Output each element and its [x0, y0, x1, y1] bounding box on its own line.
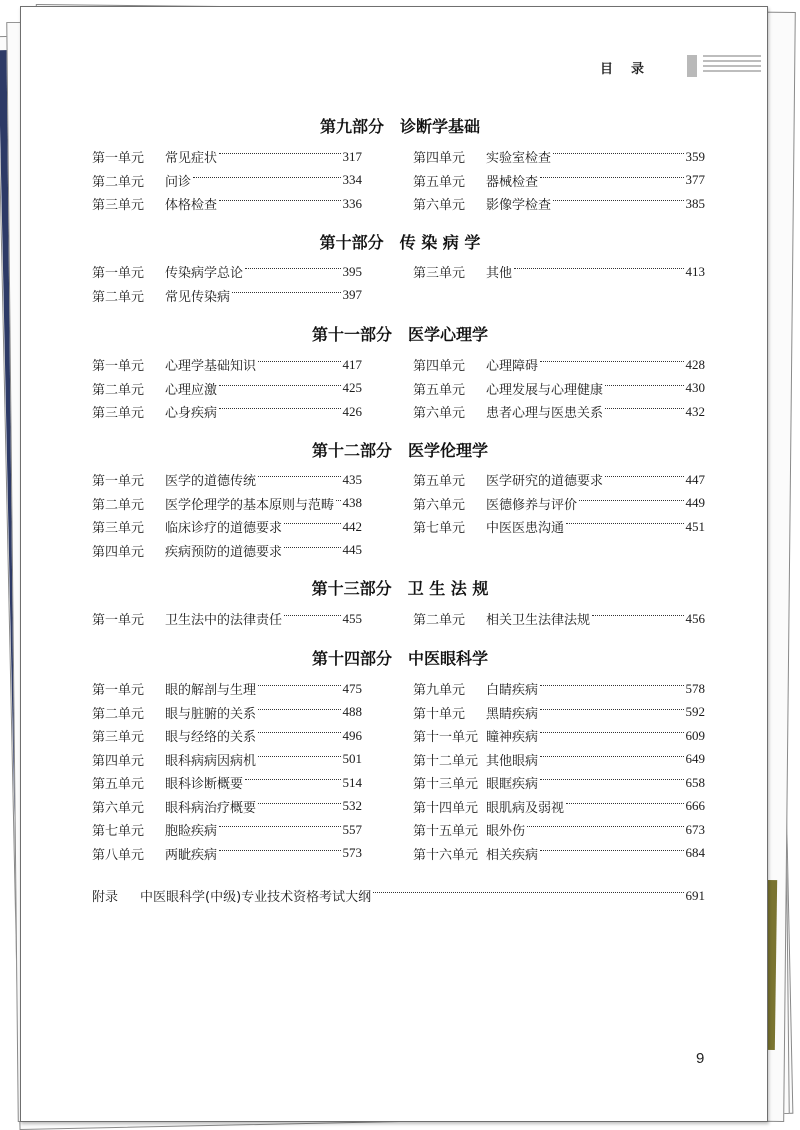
entry-title: 患者心理与医患关系: [486, 406, 604, 422]
dot-leader: [245, 779, 340, 780]
page-number: 557: [342, 821, 362, 837]
unit-label: 第一单元: [92, 683, 145, 699]
entry-title: 其他眼病: [486, 753, 539, 769]
page-number: 426: [342, 403, 362, 419]
entry-title: 心理学基础知识: [165, 359, 257, 375]
header-block: [687, 55, 697, 77]
running-header: [600, 56, 644, 78]
dot-leader: [219, 153, 340, 154]
entry-title: 临床诊疗的道德要求: [165, 521, 283, 537]
page-number: 666: [685, 798, 705, 814]
toc-entry[interactable]: [92, 795, 362, 819]
entry-title: 眼科诊断概要: [165, 777, 244, 793]
page-number: 417: [342, 356, 362, 372]
toc-entry[interactable]: [92, 377, 362, 401]
toc-column-right: [413, 353, 705, 424]
entry-title: 医德修养与评价: [486, 497, 578, 513]
toc-entry[interactable]: [92, 260, 362, 284]
entry-title: 眼外伤: [486, 824, 526, 840]
dot-leader: [540, 177, 683, 178]
unit-label: 第十三单元: [413, 777, 479, 793]
entry-title: 眼眶疾病: [486, 777, 539, 793]
dot-leader: [284, 615, 340, 616]
toc-entry[interactable]: [413, 842, 705, 866]
dot-leader: [219, 200, 340, 201]
toc-entry[interactable]: [92, 724, 362, 748]
unit-label: 第一单元: [92, 151, 145, 167]
toc-entry[interactable]: [413, 771, 705, 795]
toc-entry[interactable]: [413, 677, 705, 701]
entry-title: 疾病预防的道德要求: [165, 544, 283, 560]
entry-title: 相关疾病: [486, 847, 539, 863]
dot-leader: [579, 500, 683, 501]
toc-entry[interactable]: [413, 468, 705, 492]
toc-entry[interactable]: [92, 515, 362, 539]
page-number: 385: [685, 195, 705, 211]
unit-label: 第十五单元: [413, 824, 479, 840]
unit-label: 第四单元: [92, 544, 145, 560]
dot-leader: [258, 803, 340, 804]
toc-entry[interactable]: [413, 795, 705, 819]
entry-title: 常见症状: [165, 151, 218, 167]
toc-entry[interactable]: [92, 492, 362, 516]
page-number: 573: [342, 845, 362, 861]
page-number: 451: [685, 518, 705, 534]
unit-label: 第二单元: [92, 289, 145, 305]
unit-label: 第六单元: [92, 800, 145, 816]
section-title: 第十二部分 医学伦理学: [311, 441, 488, 460]
entry-title: 器械检查: [486, 174, 539, 190]
unit-label: 第十一单元: [413, 730, 479, 746]
page-number: 496: [342, 727, 362, 743]
entry-title: 眼科病治疗概要: [165, 800, 257, 816]
dot-leader: [540, 779, 683, 780]
toc-entry[interactable]: [413, 724, 705, 748]
appendix-label: 附录: [92, 890, 119, 906]
entry-title: 中医医患沟通: [486, 521, 565, 537]
page-number: 447: [685, 471, 705, 487]
dot-leader: [336, 500, 340, 501]
dot-leader: [373, 892, 683, 893]
toc-column-left: [92, 677, 362, 865]
page-number: 438: [342, 495, 362, 511]
dot-leader: [553, 200, 683, 201]
toc-column-right: [413, 145, 705, 216]
dot-leader: [540, 756, 683, 757]
unit-label: 第一单元: [92, 474, 145, 490]
dot-leader: [193, 177, 340, 178]
toc-entry[interactable]: [413, 145, 705, 169]
toc-column-right: [413, 468, 705, 539]
page-number: 456: [685, 610, 705, 626]
page-number: 377: [685, 172, 705, 188]
dot-leader: [540, 361, 683, 362]
unit-label: 第三单元: [92, 198, 145, 214]
page-number: 432: [685, 403, 705, 419]
dot-leader: [258, 709, 340, 710]
page-number: 514: [342, 774, 362, 790]
header-char-left: 目: [600, 61, 614, 77]
unit-label: 第十二单元: [413, 753, 479, 769]
toc-entry[interactable]: [92, 539, 362, 563]
page-number: 691: [685, 887, 705, 903]
page-number: 442: [342, 518, 362, 534]
toc-entry[interactable]: [92, 145, 362, 169]
dot-leader: [540, 732, 683, 733]
page-number: 532: [342, 798, 362, 814]
entry-title: 白睛疾病: [486, 683, 539, 699]
page-number: 359: [685, 148, 705, 164]
unit-label: 第十六单元: [413, 847, 479, 863]
unit-label: 第一单元: [92, 613, 145, 629]
toc-entry[interactable]: [92, 400, 362, 424]
entry-title: 常见传染病: [165, 289, 231, 305]
entry-title: 胞睑疾病: [165, 824, 218, 840]
unit-label: 第八单元: [92, 847, 145, 863]
toc-entry[interactable]: [413, 701, 705, 725]
entry-title: 心身疾病: [165, 406, 218, 422]
unit-label: 第三单元: [92, 521, 145, 537]
page-number: 334: [342, 172, 362, 188]
unit-label: 第二单元: [92, 497, 145, 513]
toc-entry[interactable]: [92, 284, 362, 308]
dot-leader: [605, 408, 683, 409]
unit-label: 第一单元: [92, 266, 145, 282]
page-number: 413: [685, 263, 705, 279]
toc-entry[interactable]: [413, 515, 705, 539]
appendix-entry-block: [92, 884, 705, 908]
entry-title: 医学伦理学的基本原则与范畴: [165, 497, 335, 513]
section-title: 第十三部分 卫 生 法 规: [311, 579, 489, 598]
page-number: 592: [685, 704, 705, 720]
entry-title: 眼与经络的关系: [165, 730, 257, 746]
unit-label: 第四单元: [413, 359, 466, 375]
toc-entry[interactable]: [92, 169, 362, 193]
toc-entry[interactable]: [92, 468, 362, 492]
dot-leader: [219, 408, 340, 409]
dot-leader: [566, 803, 683, 804]
page-number: 475: [342, 680, 362, 696]
toc-entry[interactable]: [92, 842, 362, 866]
dot-leader: [605, 476, 683, 477]
page-number: 428: [685, 356, 705, 372]
dot-leader: [605, 385, 683, 386]
entry-title: 卫生法中的法律责任: [165, 613, 283, 629]
toc-entry[interactable]: [413, 377, 705, 401]
dot-leader: [527, 826, 683, 827]
dot-leader: [258, 756, 340, 757]
unit-label: 第二单元: [92, 174, 145, 190]
toc-column-left: [92, 353, 362, 424]
page-number: 658: [685, 774, 705, 790]
page-number: 501: [342, 751, 362, 767]
toc-entry[interactable]: [92, 701, 362, 725]
page-number: 317: [342, 148, 362, 164]
dot-leader: [540, 685, 683, 686]
page-number: 488: [342, 704, 362, 720]
toc-entry[interactable]: [413, 169, 705, 193]
unit-label: 第六单元: [413, 406, 466, 422]
page-number: 395: [342, 263, 362, 279]
toc-entry[interactable]: [92, 192, 362, 216]
page-number: 578: [685, 680, 705, 696]
dot-leader: [592, 615, 683, 616]
page-number: 684: [685, 845, 705, 861]
unit-label: 第九单元: [413, 683, 466, 699]
page-number: 449: [685, 495, 705, 511]
entry-title: 黑睛疾病: [486, 706, 539, 722]
dot-leader: [566, 523, 683, 524]
entry-title: 其他: [486, 266, 513, 282]
toc-column-right: [413, 607, 705, 631]
toc-entry[interactable]: [413, 818, 705, 842]
dot-leader: [284, 547, 340, 548]
page-number: 435: [342, 471, 362, 487]
entry-title: 相关卫生法律法规: [486, 613, 591, 629]
entry-title: 心理发展与心理健康: [486, 382, 604, 398]
page-number: 649: [685, 751, 705, 767]
entry-title: 两眦疾病: [165, 847, 218, 863]
unit-label: 第七单元: [413, 521, 466, 537]
entry-title: 眼的解剖与生理: [165, 683, 257, 699]
toc-entry[interactable]: [413, 748, 705, 772]
unit-label: 第六单元: [413, 497, 466, 513]
unit-label: 第五单元: [413, 382, 466, 398]
section-title: 第十一部分 医学心理学: [311, 325, 488, 344]
appendix-entry[interactable]: [92, 884, 705, 908]
unit-label: 第五单元: [413, 474, 466, 490]
entry-title: 实验室检查: [486, 151, 552, 167]
entry-title: 心理障碍: [486, 359, 539, 375]
page-number: 609: [685, 727, 705, 743]
dot-leader: [219, 385, 340, 386]
toc-column-left: [92, 260, 362, 307]
unit-label: 第七单元: [92, 824, 145, 840]
toc-entry[interactable]: [92, 353, 362, 377]
header-rule-lines: [703, 55, 761, 77]
entry-title: 体格检查: [165, 198, 218, 214]
entry-title: 瞳神疾病: [486, 730, 539, 746]
unit-label: 第三单元: [413, 266, 466, 282]
appendix-title: 中医眼科学(中级)专业技术资格考试大纲: [140, 890, 372, 906]
page-number: 425: [342, 380, 362, 396]
unit-label: 第二单元: [92, 706, 145, 722]
header-char-right: 录: [631, 61, 645, 77]
entry-title: 医学的道德传统: [165, 474, 257, 490]
dot-leader: [258, 732, 340, 733]
dot-leader: [232, 292, 340, 293]
toc-entry[interactable]: [413, 492, 705, 516]
toc-entry[interactable]: [92, 748, 362, 772]
unit-label: 第十单元: [413, 706, 466, 722]
unit-label: 第三单元: [92, 406, 145, 422]
page-number: 430: [685, 380, 705, 396]
entry-title: 传染病学总论: [165, 266, 244, 282]
toc-entry[interactable]: [413, 260, 705, 284]
entry-title: 眼科病病因病机: [165, 753, 257, 769]
toc-entry[interactable]: [413, 607, 705, 631]
toc-entry[interactable]: [413, 400, 705, 424]
unit-label: 第五单元: [413, 174, 466, 190]
toc-entry[interactable]: [92, 607, 362, 631]
unit-label: 第四单元: [92, 753, 145, 769]
dot-leader: [258, 476, 340, 477]
toc-column-left: [92, 468, 362, 562]
page-number: 673: [685, 821, 705, 837]
unit-label: 第一单元: [92, 359, 145, 375]
unit-label: 第五单元: [92, 777, 145, 793]
toc-entry[interactable]: [92, 677, 362, 701]
dot-leader: [284, 523, 340, 524]
page-number: 455: [342, 610, 362, 626]
toc-column-left: [92, 145, 362, 216]
dot-leader: [219, 850, 340, 851]
toc-column-left: [92, 607, 362, 631]
entry-title: 眼肌病及弱视: [486, 800, 565, 816]
dot-leader: [258, 361, 340, 362]
unit-label: 第十四单元: [413, 800, 479, 816]
unit-label: 第二单元: [413, 613, 466, 629]
dot-leader: [219, 826, 340, 827]
unit-label: 第三单元: [92, 730, 145, 746]
entry-title: 问诊: [165, 174, 192, 190]
dot-leader: [540, 850, 683, 851]
section-title: 第十部分 传 染 病 学: [319, 233, 481, 252]
toc-entry[interactable]: [92, 818, 362, 842]
section-title: 第九部分 诊断学基础: [319, 117, 480, 136]
entry-title: 心理应激: [165, 382, 218, 398]
page-number: 397: [342, 287, 362, 303]
dot-leader: [540, 709, 683, 710]
unit-label: 第四单元: [413, 151, 466, 167]
dot-leader: [258, 685, 340, 686]
dot-leader: [553, 153, 683, 154]
page-number: 336: [342, 195, 362, 211]
dot-leader: [245, 268, 340, 269]
toc-entry[interactable]: [92, 771, 362, 795]
entry-title: 医学研究的道德要求: [486, 474, 604, 490]
unit-label: 第二单元: [92, 382, 145, 398]
unit-label: 第六单元: [413, 198, 466, 214]
entry-title: 眼与脏腑的关系: [165, 706, 257, 722]
dot-leader: [514, 268, 683, 269]
folio-page-number: 9: [696, 1050, 705, 1067]
section-title: 第十四部分 中医眼科学: [311, 649, 488, 668]
entry-title: 影像学检查: [486, 198, 552, 214]
page-number: 445: [342, 542, 362, 558]
toc-entry[interactable]: [413, 192, 705, 216]
toc-column-right: [413, 260, 705, 284]
toc-column-right: [413, 677, 705, 865]
toc-entry[interactable]: [413, 353, 705, 377]
